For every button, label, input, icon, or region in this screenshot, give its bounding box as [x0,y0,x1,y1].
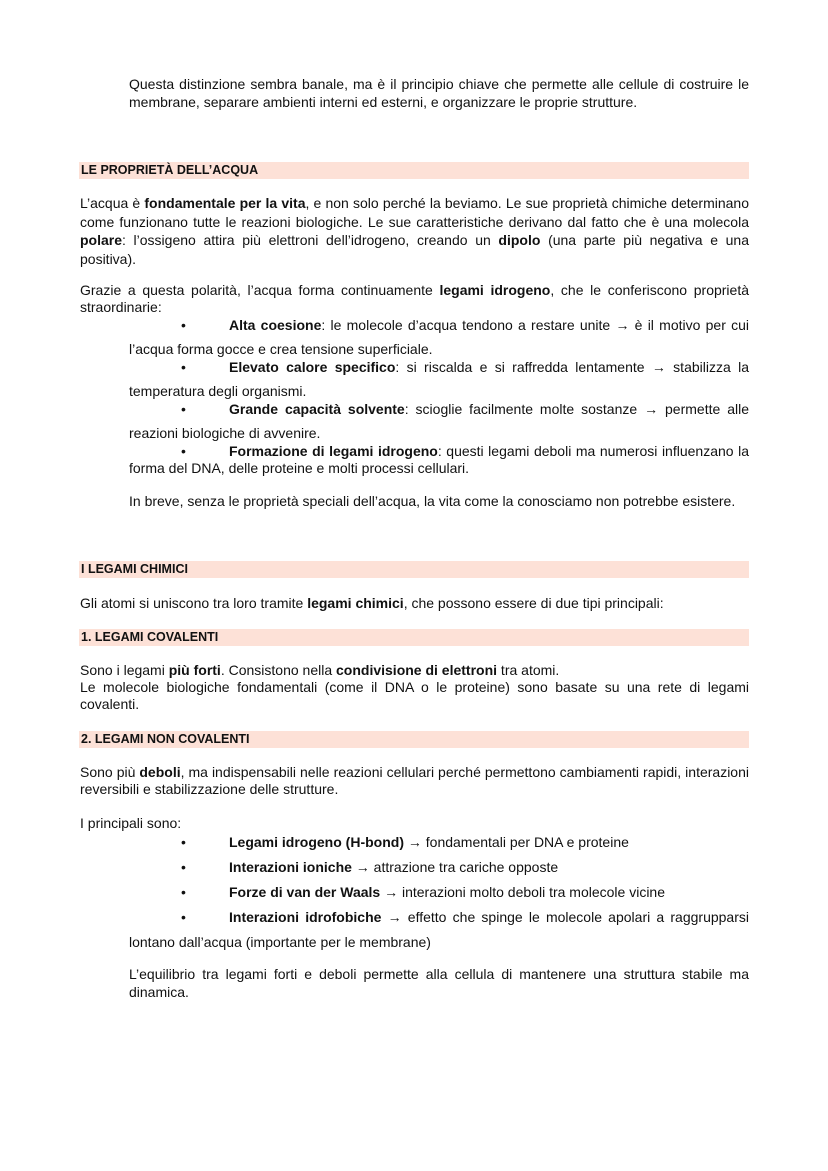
bold-text: Grande capacità solvente [229,401,405,417]
section-heading-acqua: LE PROPRIETÀ DELL’ACQUA [79,162,749,179]
noncovalenti-bullet-4 [129,905,749,955]
bold-text: Formazione di legami idrogeno [229,443,438,459]
bold-text: polare [80,232,123,248]
acqua-bullet-4 [129,443,749,477]
bold-text: Interazioni idrofobiche [229,909,382,925]
text-run: , che possono essere di due tipi principali: [403,595,664,611]
text-run: Gli atomi si uniscono tra loro tramite [80,595,308,611]
acqua-bullet-3 [129,398,749,445]
text-run: In breve, senza le proprietà speciali dell’acqua, la vita come la conosciamo non potrebbe esistere. [129,493,736,509]
chimici-paragraph [80,595,749,613]
text-run: : scioglie facilmente molte sostanze → permette alle reazioni biologiche di avvenire. [129,401,749,441]
text-run: Questa distinzione sembra banale, ma è il principio chiave che permette alle cellule di costruire le membrane, separare ambienti interni ed esterni, e organizzare le proprie strutture. [129,76,749,110]
acqua-paragraph-3 [129,493,749,510]
section-heading-legami-chimici: I LEGAMI CHIMICI [79,561,749,578]
text-run: → fondamentali per DNA e proteine [403,834,629,850]
text-run: : le molecole d’acqua tendono a restare unite → è il motivo per cui l’acqua forma gocce e crea tensione superficiale. [129,317,749,357]
acqua-paragraph-1 [80,194,749,268]
text-run: , che le conferiscono proprietà straordinarie: [80,282,749,315]
bold-text: dipolo [498,232,541,248]
section-heading-covalenti: 1. LEGAMI COVALENTI [79,629,749,646]
text-run: Sono più [80,764,140,780]
covalenti-paragraph-1 [80,662,749,679]
text-run: I principali sono: [80,815,182,831]
text-run: L’acqua è [80,195,145,211]
acqua-bullet-2 [129,356,749,403]
bold-text: Alta coesione [229,317,322,333]
bullet-icon: • [181,909,186,925]
text-run: : l’ossigeno attira più elettroni dell’idrogeno, creando un [122,232,499,248]
text-run: , e non solo perché la beviamo. Le sue proprietà chimiche determinano come funzionano tutte le reazioni biologiche. Le sue caratteristiche derivano dal fatto che è una molecola [80,195,749,230]
text-run: → attrazione tra cariche opposte [351,859,559,875]
bold-text: deboli [139,764,181,780]
text-run: (una parte più negativa e una positiva). [80,232,749,267]
text-run: , ma indispensabili nelle reazioni cellulari perché permettono cambiamenti rapidi, interazioni reversibili e stabilizzazione delle strutture. [80,764,749,797]
bullet-icon: • [181,859,186,875]
noncovalenti-bullet-3 [129,883,749,901]
bold-text: legami chimici [307,595,404,611]
bold-text: Legami idrogeno (H-bond) [229,834,404,850]
text-run: Sono i legami [80,662,169,678]
bullet-icon: • [181,884,186,900]
bullet-icon: • [181,401,186,417]
bold-text: Forze di van der Waals [229,884,381,900]
bullet-icon: • [181,834,186,850]
noncovalenti-bullet-1 [129,833,749,851]
text-run: : si riscalda e si raffredda lentamente → stabilizza la temperatura degli organismi. [129,359,749,399]
noncovalenti-paragraph-1 [80,764,749,798]
text-run: : questi legami deboli ma numerosi influenzano la forma del DNA, delle proteine e molti processi cellulari. [129,443,749,476]
covalenti-paragraph-2 [80,679,749,713]
text-run: tra atomi. [497,662,560,678]
text-run: Grazie a questa polarità, l’acqua forma continuamente [80,282,440,298]
text-run: . Consistono nella [220,662,337,678]
intro-paragraph [129,76,749,111]
noncovalenti-bullet-2 [129,858,749,876]
acqua-paragraph-2 [80,282,749,316]
bold-text: condivisione di elettroni [336,662,498,678]
bold-text: fondamentale per la vita [144,195,306,211]
noncovalenti-paragraph-3 [129,965,749,1001]
bold-text: più forti [168,662,221,678]
text-run: → effetto che spinge le molecole apolari a raggrupparsi lontano dall’acqua (importante per le membrane) [129,909,749,950]
acqua-bullet-1 [129,314,749,361]
bullet-icon: • [181,443,186,459]
text-run: → interazioni molto deboli tra molecole vicine [380,884,666,900]
noncovalenti-paragraph-2 [80,815,749,833]
bullet-icon: • [181,317,186,333]
bullet-icon: • [181,359,186,375]
bold-text: Elevato calore specifico [229,359,396,375]
bold-text: legami idrogeno [439,282,551,298]
section-heading-non-covalenti: 2. LEGAMI NON COVALENTI [79,731,749,748]
text-run: Le molecole biologiche fondamentali (come il DNA o le proteine) sono basate su una rete di legami covalenti. [80,679,749,712]
text-run: L’equilibrio tra legami forti e deboli permette alla cellula di mantenere una struttura stabile ma dinamica. [129,966,749,1000]
bold-text: Interazioni ioniche [229,859,352,875]
